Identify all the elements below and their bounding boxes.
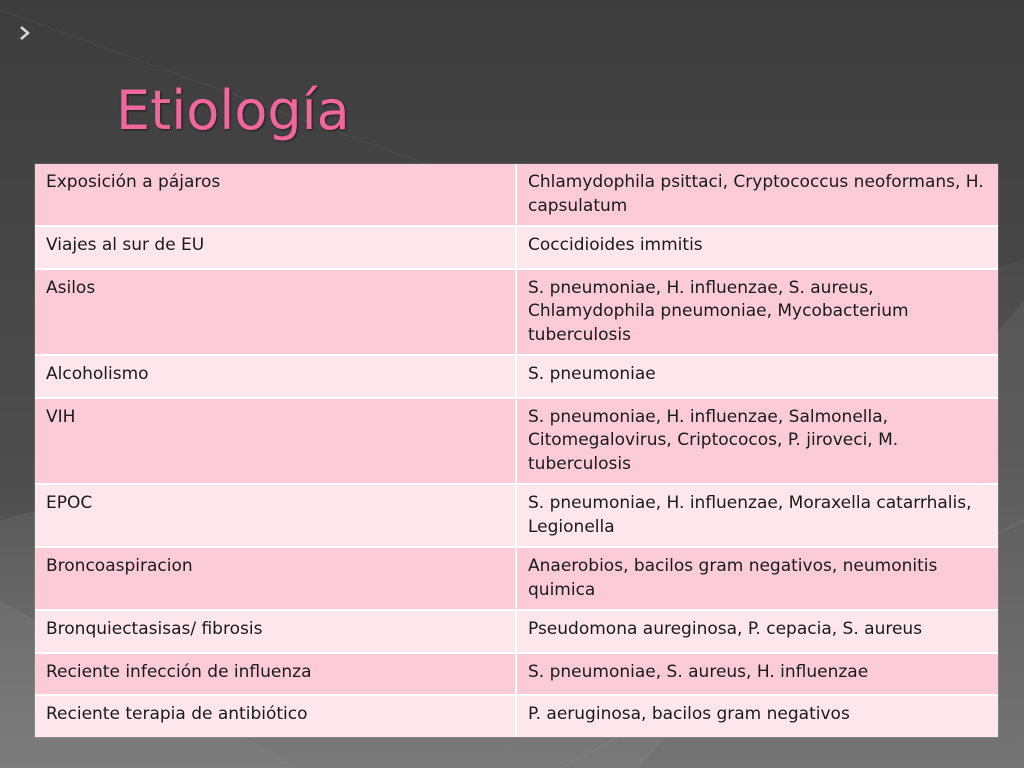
table-row bbox=[35, 226, 998, 269]
table-row bbox=[35, 547, 998, 610]
exposure-cell: Exposición a pájaros bbox=[35, 164, 516, 226]
slide-title: Etiología bbox=[116, 79, 350, 142]
organisms-cell: Coccidioides immitis bbox=[516, 226, 998, 269]
etiology-table bbox=[35, 164, 998, 737]
organisms-cell: S. pneumoniae bbox=[516, 355, 998, 398]
table-row bbox=[35, 355, 998, 398]
bullet-chevron-icon bbox=[18, 25, 32, 41]
organisms-cell: S. pneumoniae, H. influenzae, Moraxella catarrhalis, Legionella bbox=[516, 484, 998, 547]
organisms-cell: S. pneumoniae, H. influenzae, Salmonella, Citomegalovirus, Criptococos, P. jiroveci, M. tuberculosis bbox=[516, 398, 998, 485]
table-row bbox=[35, 484, 998, 547]
organisms-cell: P. aeruginosa, bacilos gram negativos bbox=[516, 695, 998, 737]
organisms-cell: S. pneumoniae, S. aureus, H. influenzae bbox=[516, 653, 998, 696]
organisms-cell: S. pneumoniae, H. influenzae, S. aureus, Chlamydophila pneumoniae, Mycobacterium tuberculosis bbox=[516, 269, 998, 356]
table-row bbox=[35, 164, 998, 226]
exposure-cell: Broncoaspiracion bbox=[35, 547, 516, 610]
exposure-cell: Reciente infección de influenza bbox=[35, 653, 516, 696]
exposure-cell: Bronquiectasisas/ fibrosis bbox=[35, 610, 516, 653]
table-row bbox=[35, 269, 998, 356]
table-row bbox=[35, 653, 998, 696]
table-row bbox=[35, 695, 998, 737]
table-row bbox=[35, 398, 998, 485]
exposure-cell: EPOC bbox=[35, 484, 516, 547]
etiology-table-container bbox=[35, 164, 998, 737]
exposure-cell: VIH bbox=[35, 398, 516, 485]
organisms-cell: Pseudomona aureginosa, P. cepacia, S. aureus bbox=[516, 610, 998, 653]
exposure-cell: Asilos bbox=[35, 269, 516, 356]
organisms-cell: Anaerobios, bacilos gram negativos, neumonitis quimica bbox=[516, 547, 998, 610]
organisms-cell: Chlamydophila psittaci, Cryptococcus neoformans, H. capsulatum bbox=[516, 164, 998, 226]
exposure-cell: Alcoholismo bbox=[35, 355, 516, 398]
exposure-cell: Viajes al sur de EU bbox=[35, 226, 516, 269]
exposure-cell: Reciente terapia de antibiótico bbox=[35, 695, 516, 737]
table-row bbox=[35, 610, 998, 653]
